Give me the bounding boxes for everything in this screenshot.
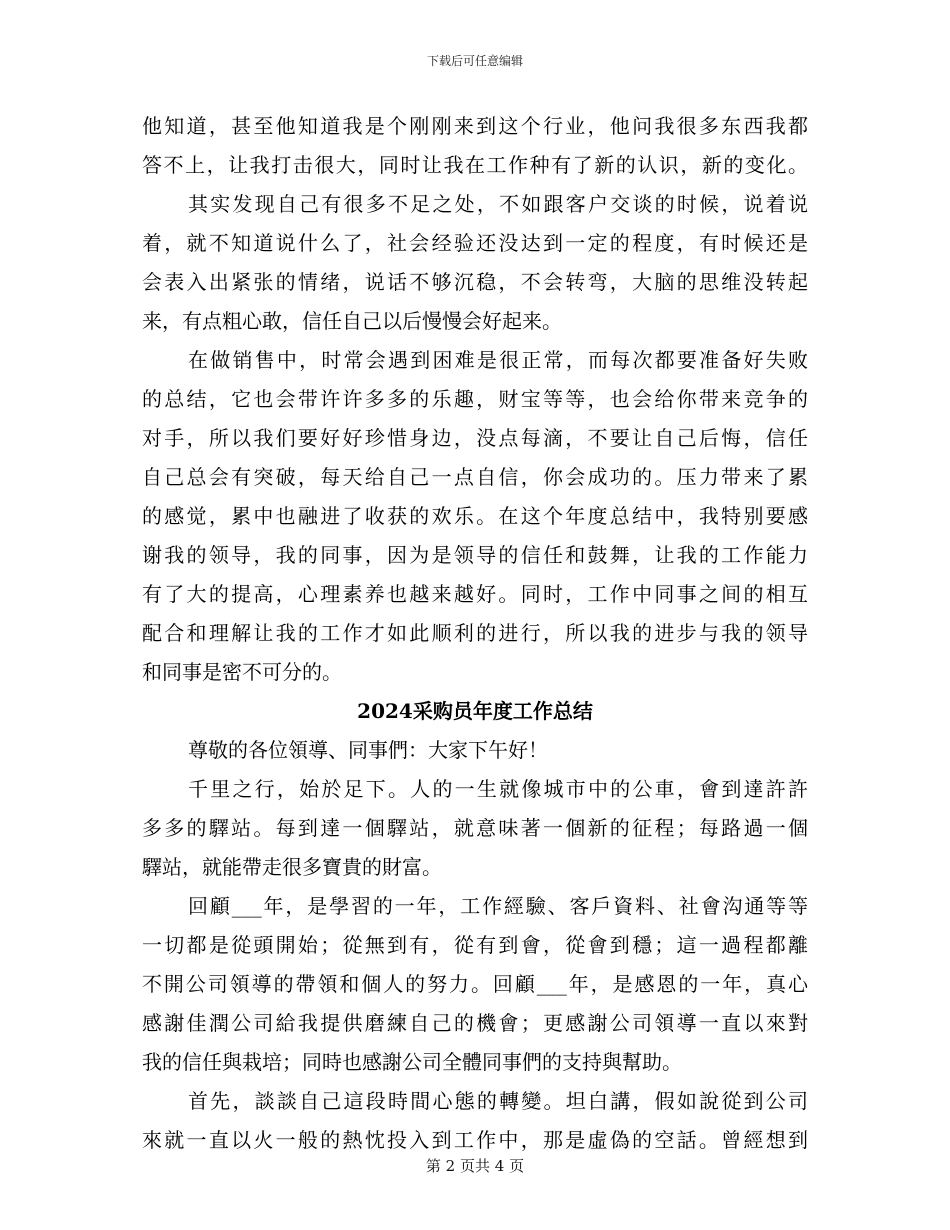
salutation-line: 尊敬的各位領導、同事們：大家下午好！ (188, 738, 548, 762)
paragraph-start-line: 其实发现自己有很多不足之处，不如跟客户交谈的时候，说着说 (188, 192, 808, 216)
text-line: 的总结，它也会带许许多多的乐趣，财宝等等，也会给你带来竞争的 (142, 387, 808, 411)
text-line: 着，就不知道说什么了，社会经验还没达到一定的程度，有时候还是 (142, 231, 808, 255)
text-line: 对手，所以我们要好好珍惜身边，没点每滴，不要让自己后悔，信任 (142, 426, 808, 450)
text-line: 和同事是密不可分的。 (142, 660, 342, 684)
text-line: 一切都是從頭開始；從無到有，從有到會，從會到穩；這一過程都離 (142, 933, 808, 957)
text-line: 有了大的提高，心理素养也越来越好。同时，工作中同事之间的相互 (142, 582, 808, 606)
document-body (142, 107, 808, 1160)
text-line: 感謝佳潤公司給我提供磨練自己的機會；更感謝公司領導一直以來對 (142, 1011, 808, 1035)
text-line: 他知道，甚至他知道我是个刚刚来到这个行业，他问我很多东西我都 (142, 114, 808, 138)
section-title: 2024采购员年度工作总结 (357, 699, 593, 723)
page-header: 下载后可任意编辑 (426, 54, 523, 68)
text-line: 自己总会有突破，每天给自己一点自信，你会成功的。压力带来了累 (142, 465, 808, 489)
text-line: 多多的驛站。每到達一個驛站，就意味著一個新的征程；每路過一個 (142, 816, 808, 840)
text-line: 我的信任與栽培；同時也感謝公司全體同事們的支持與幫助。 (142, 1050, 682, 1074)
paragraph-start-line: 首先，談談自己這段時間心態的轉變。坦白講，假如說從到公司 (188, 1089, 808, 1113)
paragraph-start-line: 千里之行，始於足下。人的一生就像城市中的公車，會到達許許 (188, 777, 808, 801)
text-line: 来，有点粗心敢，信任自己以后慢慢会好起来。 (142, 309, 562, 333)
text-line: 谢我的领导，我的同事，因为是领导的信任和鼓舞，让我的工作能力 (142, 543, 808, 567)
text-line: 驛站，就能帶走很多寶貴的財富。 (142, 855, 442, 879)
paragraph-start-line: 回顧___年，是學習的一年，工作經驗、客戶資料、社會沟通等等 (188, 894, 808, 918)
text-line: 会表入出紧张的情绪，说话不够沉稳，不会转弯，大脑的思维没转起 (142, 270, 808, 294)
text-line: 來就一直以火一般的熱忱投入到工作中，那是虛偽的空話。曾經想到 (142, 1128, 808, 1152)
text-line: 配合和理解让我的工作才如此顺利的进行，所以我的进步与我的领导 (142, 621, 808, 645)
text-line: 的感觉，累中也融进了收获的欢乐。在这个年度总结中，我特别要感 (142, 504, 808, 528)
text-line: 不開公司領導的帶領和個人的努力。回顧___年，是感恩的一年，真心 (142, 972, 808, 996)
text-line: 答不上，让我打击很大，同时让我在工作种有了新的认识，新的变化。 (142, 153, 808, 177)
paragraph-start-line: 在做销售中，时常会遇到困难是很正常，而每次都要准备好失败 (188, 348, 808, 372)
page-number: 第 2 页共 4 页 (425, 1157, 525, 1175)
